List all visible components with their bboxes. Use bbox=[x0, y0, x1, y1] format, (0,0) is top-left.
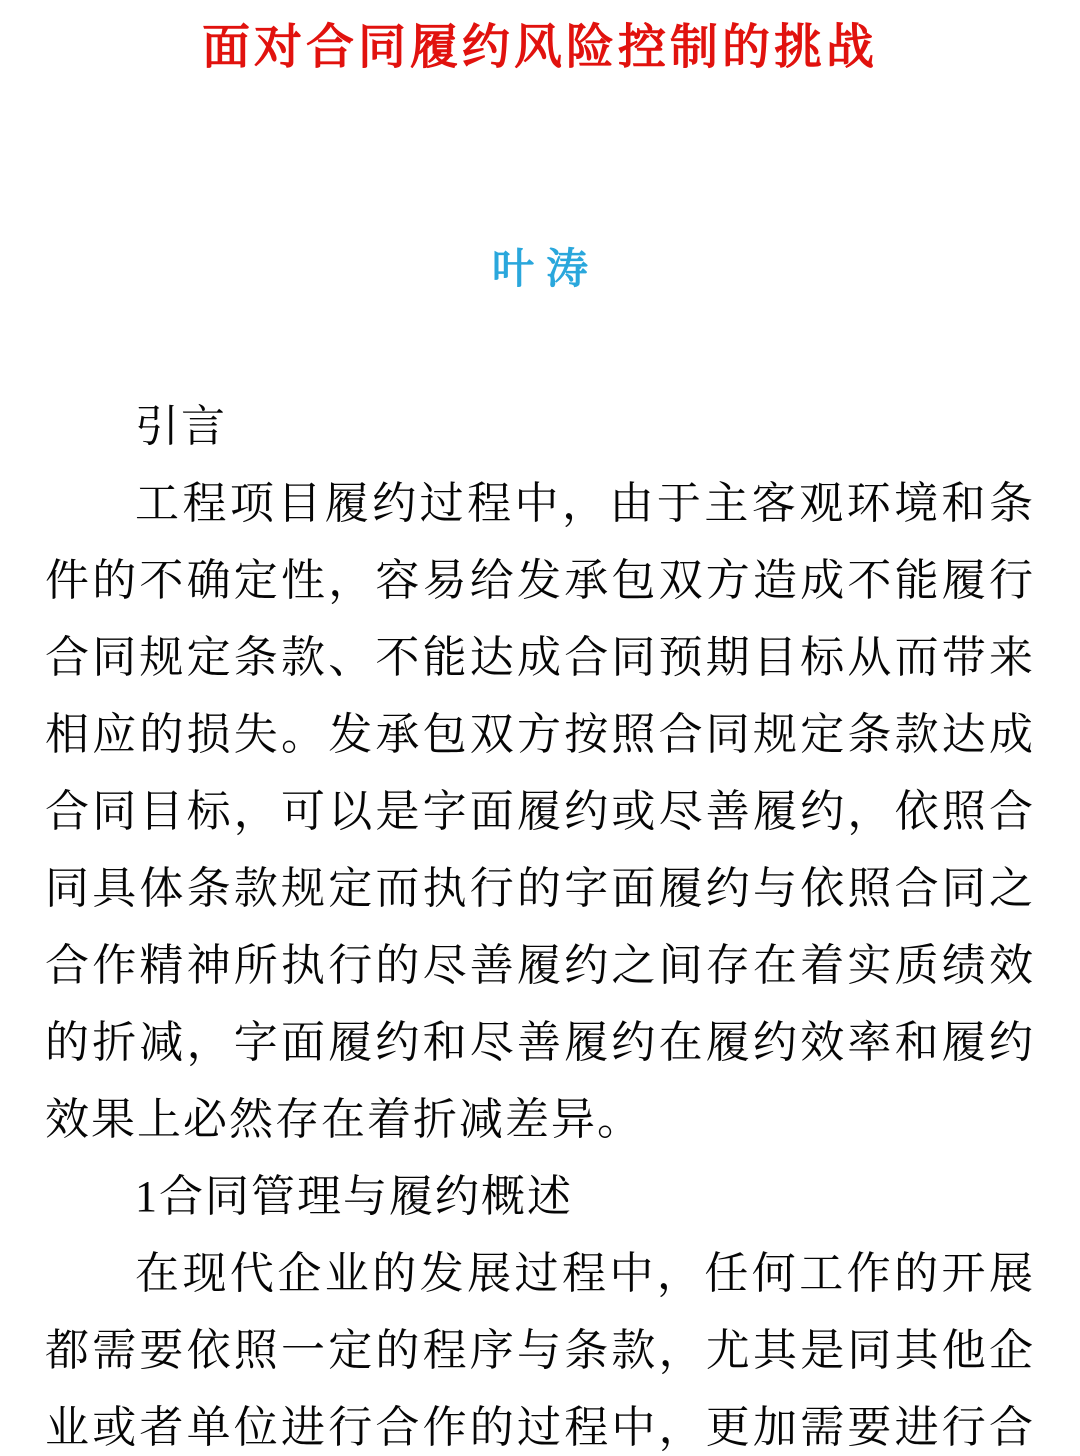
body-line-section-heading: 1合同管理与履约概述 bbox=[135, 1172, 573, 1221]
page-title: 面对合同履约风险控制的挑战 bbox=[201, 21, 878, 74]
body-line: 在现代企业的发展过程中，任何工作的开展 bbox=[135, 1249, 1035, 1298]
body-line: 合同规定条款、不能达成合同预期目标从而带来 bbox=[45, 633, 1035, 682]
body-line: 效果上必然存在着折减差异。 bbox=[45, 1095, 643, 1144]
body-line: 件的不确定性，容易给发承包双方造成不能履行 bbox=[45, 556, 1035, 605]
body-text bbox=[0, 388, 1080, 1456]
body-line: 相应的损失。发承包双方按照合同规定条款达成 bbox=[45, 710, 1035, 759]
body-line: 业或者单位进行合作的过程中，更加需要进行合 bbox=[45, 1403, 1035, 1452]
body-line: 合同目标，可以是字面履约或尽善履约，依照合 bbox=[45, 787, 1035, 836]
body-line-intro-heading: 引言 bbox=[135, 402, 227, 451]
author-name: 叶涛 bbox=[491, 247, 600, 293]
body-line: 工程项目履约过程中，由于主客观环境和条 bbox=[135, 479, 1035, 528]
body-line: 同具体条款规定而执行的字面履约与依照合同之 bbox=[45, 864, 1035, 913]
body-line: 的折减，字面履约和尽善履约在履约效率和履约 bbox=[45, 1018, 1035, 1067]
body-line: 都需要依照一定的程序与条款，尤其是同其他企 bbox=[45, 1326, 1035, 1375]
body-line: 合作精神所执行的尽善履约之间存在着实质绩效 bbox=[45, 941, 1035, 990]
